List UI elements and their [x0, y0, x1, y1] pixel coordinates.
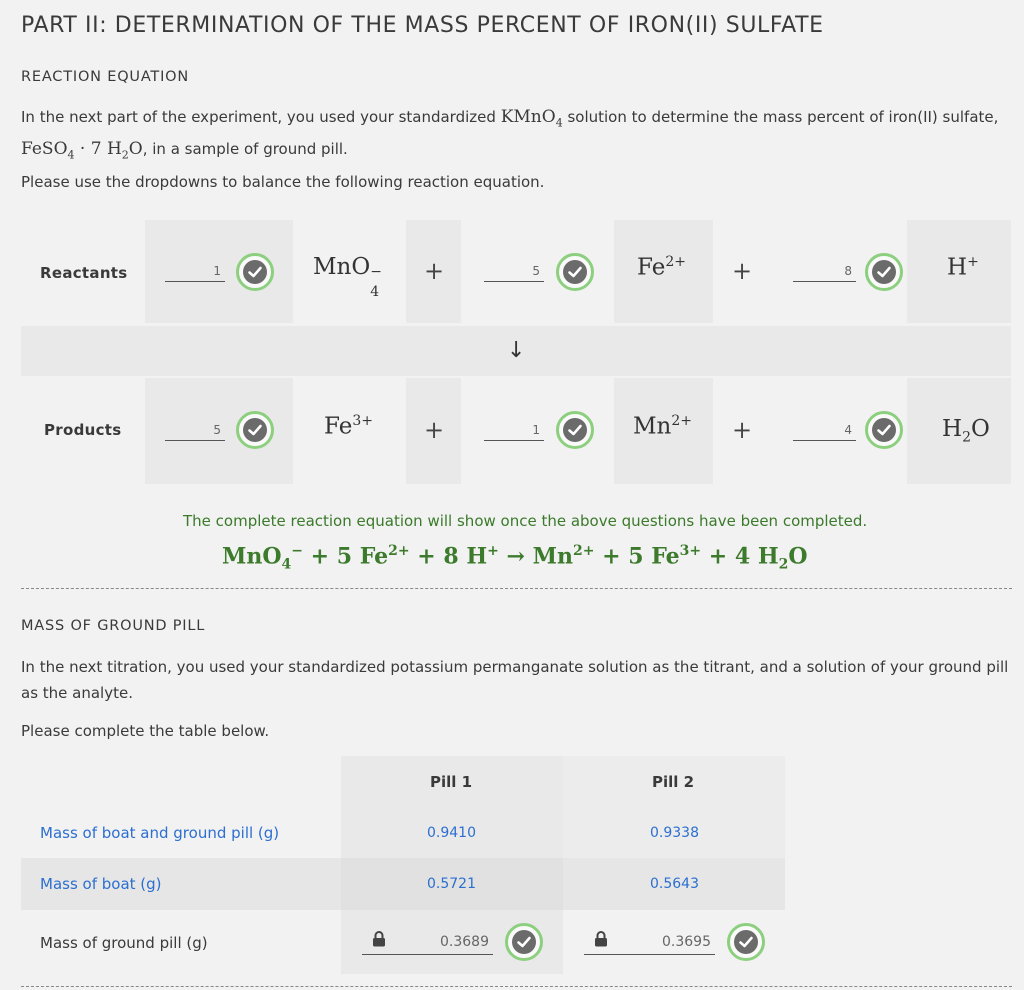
plus-sign: +	[424, 257, 445, 285]
check-circle-icon	[236, 253, 274, 291]
column-header-pill2: Pill 2	[652, 773, 695, 791]
value-boat-1[interactable]: 0.5721	[427, 876, 476, 892]
species-h2o: $H_2O$	[942, 416, 990, 446]
row-label-boat[interactable]: Mass of boat (g)	[40, 875, 162, 893]
reaction-heading: REACTION EQUATION	[21, 69, 190, 85]
plus-sign: +	[732, 416, 753, 444]
check-circle-icon	[727, 923, 765, 961]
species-fe3: $Fe^{3+}$	[324, 413, 373, 440]
check-circle-icon	[556, 253, 594, 291]
value-boat-and-pill-2[interactable]: 0.9338	[650, 825, 699, 841]
section-divider	[21, 588, 1012, 589]
ground-pill-1-field[interactable]: 0.3689	[362, 929, 493, 955]
plus-sign: +	[424, 416, 445, 444]
species-mn2: $Mn^{2+}$	[633, 413, 693, 440]
completion-note: The complete reaction equation will show once the above questions have been completed.	[183, 512, 868, 530]
reactant-coef-mno4-dropdown[interactable]: 1	[165, 260, 225, 282]
check-circle-icon	[556, 411, 594, 449]
products-label: Products	[44, 421, 122, 439]
check-circle-icon	[236, 411, 274, 449]
column-header-pill1: Pill 1	[430, 773, 473, 791]
reactant-coef-h-dropdown[interactable]: 8	[793, 260, 856, 282]
reaction-arrow: ↓	[507, 338, 526, 363]
product-coef-fe3-dropdown[interactable]: 5	[165, 419, 225, 441]
row-label-ground-pill: Mass of ground pill (g)	[40, 934, 208, 952]
check-circle-icon	[505, 923, 543, 961]
ground-pill-2-field[interactable]: 0.3695	[584, 929, 715, 955]
value-boat-2[interactable]: 0.5643	[650, 876, 699, 892]
section-divider	[21, 986, 1012, 987]
mass-instruction: Please complete the table below.	[21, 722, 270, 740]
species-mno4: MnO − 4	[313, 254, 382, 300]
product-coef-mn-dropdown[interactable]: 1	[484, 419, 544, 441]
reaction-intro: In the next part of the experiment, you used your standardized KMnO$_4$ solution to determine the mass percent of iron(II) sulfate, FeSO$_4$ · 7 $H_2O$, in a sample of ground pill.	[21, 107, 999, 162]
reactants-label: Reactants	[40, 264, 128, 282]
value-boat-and-pill-1[interactable]: 0.9410	[427, 825, 476, 841]
product-coef-h2o-dropdown[interactable]: 4	[793, 419, 856, 441]
plus-sign: +	[732, 257, 753, 285]
balanced-equation: MnO$_4$− + 5 $Fe^{2+} + 8$ $H^+ \to Mn^{2+} + 5$ $Fe^{3+} + 4$ $H_2O$	[222, 543, 808, 573]
row-label-boat-and-pill[interactable]: Mass of boat and ground pill (g)	[40, 824, 280, 842]
reaction-instruction: Please use the dropdowns to balance the following reaction equation.	[21, 173, 545, 191]
page-title: PART II: DETERMINATION OF THE MASS PERCENT OF IRON(II) SULFATE	[21, 13, 824, 38]
species-h: H+	[947, 254, 979, 281]
mass-intro: In the next titration, you used your standardized potassium permanganate solution as the titrant, and a solution of your ground pill as the analyte.	[21, 658, 1009, 702]
reactant-coef-fe-dropdown[interactable]: 5	[484, 260, 544, 282]
species-fe2: $Fe^{2+}$	[637, 254, 686, 281]
check-circle-icon	[865, 411, 903, 449]
pill2-column	[563, 756, 785, 858]
mass-heading: MASS OF GROUND PILL	[21, 618, 206, 634]
check-circle-icon	[865, 253, 903, 291]
